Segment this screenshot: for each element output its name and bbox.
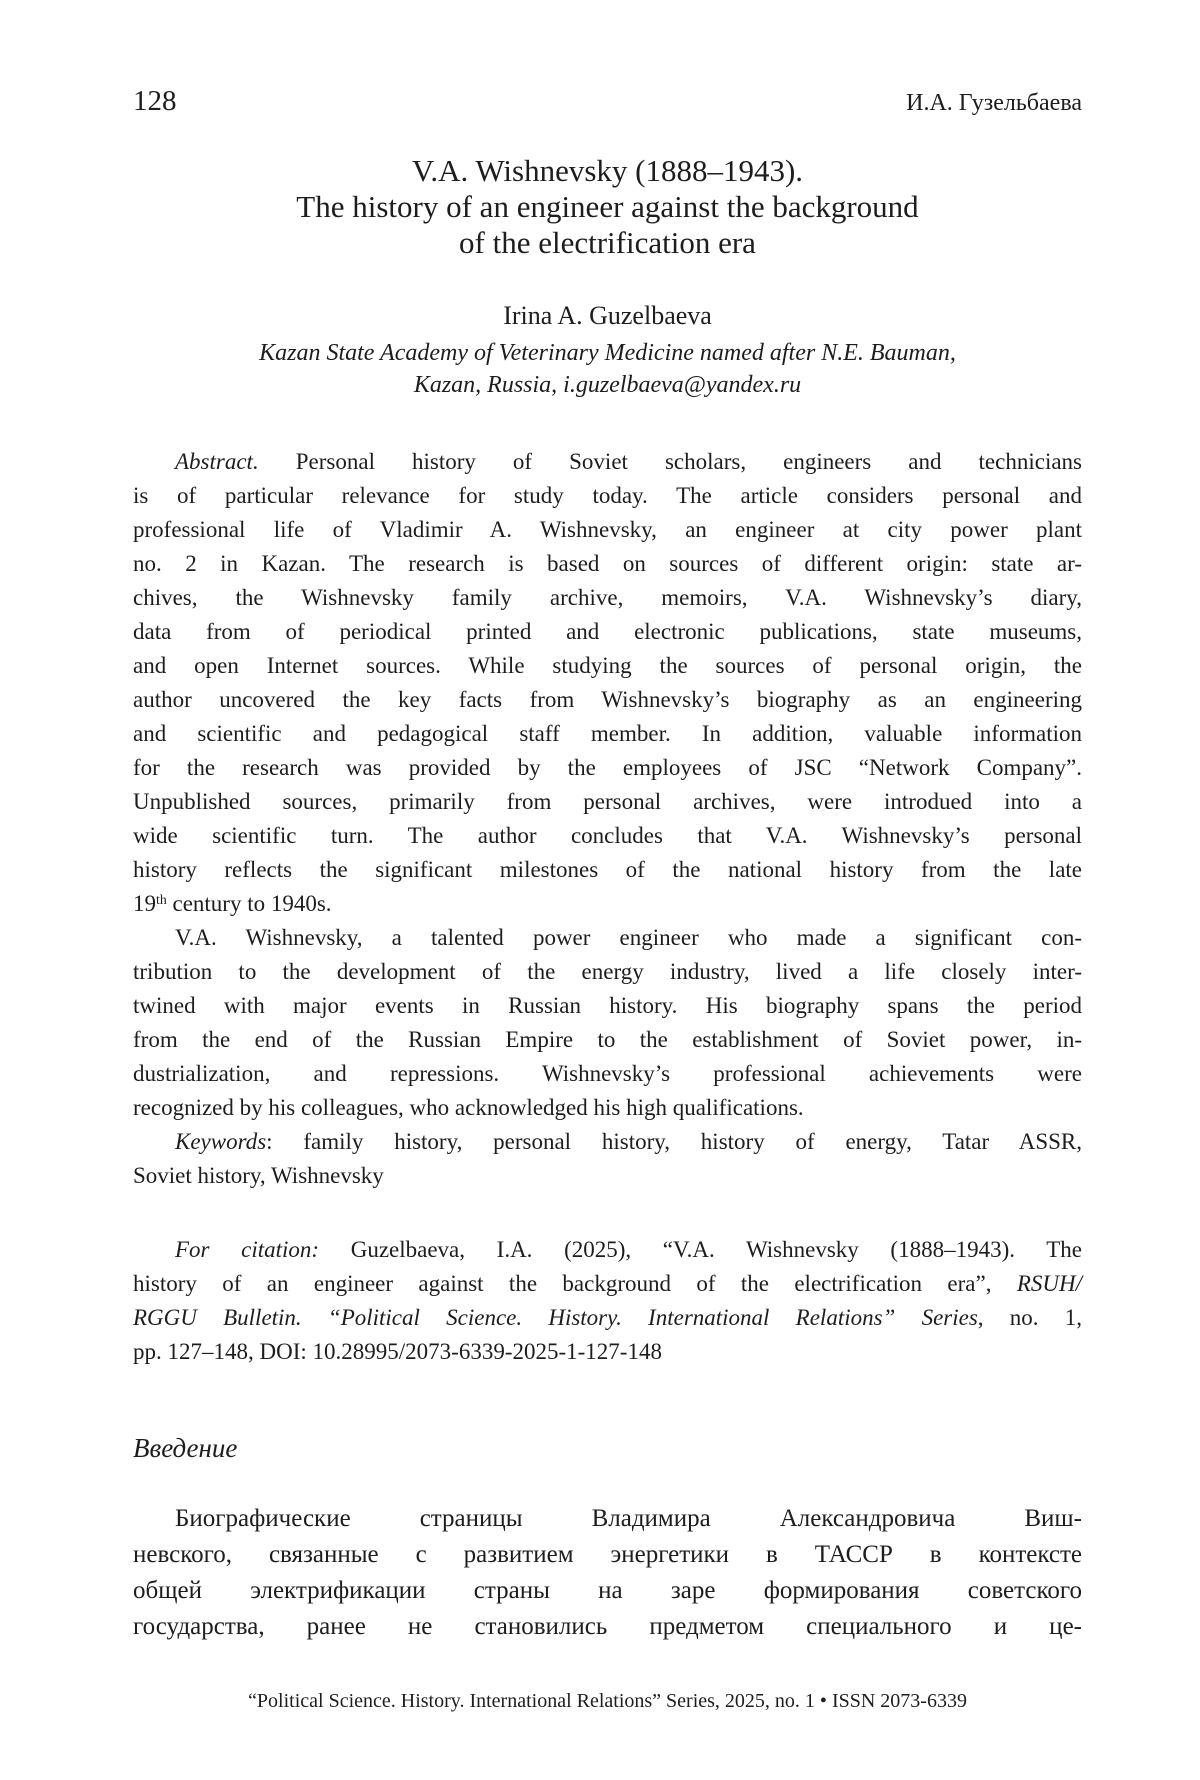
- text-line: [133, 887, 1082, 921]
- title-line-1: V.A. Wishnevsky (1888–1943).: [411, 153, 804, 188]
- text-line: and open Internet sources. While studying the sources of personal origin, the: [133, 653, 1082, 678]
- text-line: is of particular relevance for study today. The article considers personal and: [133, 483, 1082, 508]
- text-line: [133, 1301, 1082, 1335]
- text-line: V.A. Wishnevsky, a talented power engineer who made a significant con-: [175, 925, 1082, 950]
- text-line: Soviet history, Wishnevsky: [133, 1163, 384, 1188]
- section-heading-introduction: Введение: [133, 1433, 238, 1463]
- text-line: общей электрификации страны на заре формирования советского: [133, 1577, 1082, 1604]
- text-segment: Guzelbaeva, I.A. (2025), “V.A. Wishnevsky (1888–1943). The: [319, 1237, 1082, 1262]
- text-line: Биографические страницы Владимира Александровича Виш-: [175, 1505, 1082, 1532]
- text-segment: century to 1940s.: [166, 891, 332, 916]
- text-line: wide scientific turn. The author concludes that V.A. Wishnevsky’s personal: [133, 823, 1082, 848]
- text-segment: , no. 1,: [977, 1305, 1082, 1330]
- citation-paragraph: [133, 1233, 1082, 1369]
- text-line: for the research was provided by the employees of JSC “Network Company”.: [133, 755, 1082, 780]
- text-segment: 19: [133, 891, 156, 916]
- abstract-paragraph: [133, 445, 1082, 921]
- text-line: no. 2 in Kazan. The research is based on sources of different origin: state ar-: [133, 551, 1082, 576]
- introduction-paragraph: [133, 1501, 1082, 1645]
- text-line: history reflects the significant milestones of the national history from the late: [133, 857, 1082, 882]
- page-header: [133, 86, 1082, 116]
- article-title: [133, 153, 1082, 261]
- text-line: государства, ранее не становились предметом специального и це-: [133, 1613, 1082, 1640]
- text-segment: Personal history of Soviet scholars, engineers and technicians: [258, 449, 1082, 474]
- text-line: [133, 1125, 1082, 1159]
- text-segment: Keywords: [175, 1129, 267, 1154]
- text-segment: th: [156, 892, 167, 908]
- text-line: Unpublished sources, primarily from personal archives, were introdued into a: [133, 789, 1082, 814]
- keywords-paragraph: [133, 1125, 1082, 1193]
- text-segment: Abstract.: [175, 449, 259, 474]
- page-number: 128: [133, 85, 177, 117]
- running-head-author: И.А. Гузельбаева: [906, 90, 1082, 116]
- text-segment: For citation:: [175, 1237, 320, 1262]
- author-affiliation: [133, 337, 1082, 401]
- text-line: dustrialization, and repressions. Wishnevsky’s professional achievements were: [133, 1061, 1082, 1086]
- author-name: Irina A. Guzelbaeva: [503, 301, 712, 330]
- text-line: author uncovered the key facts from Wishnevsky’s biography as an engineering: [133, 687, 1082, 712]
- text-line: and scientific and pedagogical staff member. In addition, valuable information: [133, 721, 1082, 746]
- text-line: data from of periodical printed and electronic publications, state museums,: [133, 619, 1082, 644]
- text-line: [133, 445, 1082, 479]
- affiliation-line-1: Kazan State Academy of Veterinary Medicine named after N.E. Bauman,: [259, 340, 956, 366]
- text-segment: : family history, personal history, history of energy, Tatar ASSR,: [266, 1129, 1082, 1154]
- title-line-3: of the electrification era: [459, 225, 756, 260]
- text-line: twined with major events in Russian history. His biography spans the period: [133, 993, 1082, 1018]
- text-segment: RSUH/: [1016, 1271, 1082, 1296]
- text-line: [133, 1233, 1082, 1267]
- text-line: from the end of the Russian Empire to the establishment of Soviet power, in-: [133, 1027, 1082, 1052]
- page-content: [133, 0, 1082, 1713]
- text-line: невского, связанные с развитием энергетики в ТАССР в контексте: [133, 1541, 1082, 1568]
- text-line: chives, the Wishnevsky family archive, memoirs, V.A. Wishnevsky’s diary,: [133, 585, 1082, 610]
- text-segment: history of an engineer against the background of the electrification era”,: [133, 1271, 1017, 1296]
- title-line-2: The history of an engineer against the background: [296, 189, 919, 224]
- text-line: recognized by his colleagues, who acknowledged his high qualifications.: [133, 1095, 804, 1120]
- affiliation-line-2: Kazan, Russia, i.guzelbaeva@yandex.ru: [413, 372, 802, 398]
- biography-paragraph: [133, 921, 1082, 1125]
- journal-footline: “Political Science. History. International Relations” Series, 2025, no. 1 • ISSN 2073-6339: [248, 1690, 967, 1712]
- text-line: [133, 1267, 1082, 1301]
- text-segment: RGGU Bulletin. “Political Science. History. International Relations” Series: [133, 1305, 978, 1330]
- text-line: tribution to the development of the energy industry, lived a life closely inter-: [133, 959, 1082, 984]
- text-line: pp. 127–148, DOI: 10.28995/2073-6339-2025-1-127-148: [133, 1339, 662, 1364]
- text-line: professional life of Vladimir A. Wishnevsky, an engineer at city power plant: [133, 517, 1082, 542]
